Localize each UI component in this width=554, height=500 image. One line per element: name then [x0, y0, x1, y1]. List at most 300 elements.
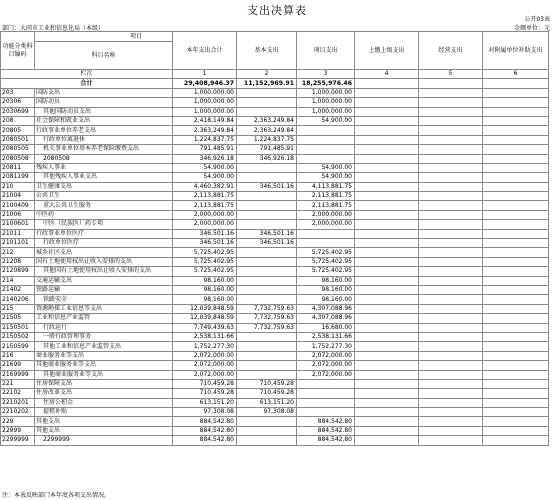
row-subsidy	[483, 135, 549, 144]
col-number: 5	[419, 70, 483, 79]
row-project: 98,160.00	[297, 295, 355, 304]
row-total: 884,542.80	[173, 417, 237, 426]
total-value: 29,408,946.37	[173, 79, 237, 88]
row-code: 2169999	[1, 370, 35, 379]
table-row	[1, 426, 549, 435]
row-project: 2,072,000.00	[297, 361, 355, 370]
row-project: 2,000,000.00	[297, 210, 355, 219]
row-business	[419, 154, 483, 163]
row-subsidy	[483, 342, 549, 351]
row-name: 2299999	[35, 436, 173, 445]
row-business	[419, 417, 483, 426]
row-code: 21699	[1, 361, 35, 370]
row-name: 其他支出	[35, 417, 173, 426]
row-code: 210	[1, 182, 35, 191]
header-col2: 基本支出	[237, 32, 297, 70]
row-upper	[355, 398, 419, 407]
row-total: 98,160.00	[173, 276, 237, 285]
row-code: 2080501	[1, 135, 35, 144]
row-code: 22999	[1, 426, 35, 435]
header-col4: 上缴上级支出	[355, 32, 419, 70]
row-subsidy	[483, 229, 549, 238]
table-row	[1, 98, 549, 107]
row-code: 216	[1, 351, 35, 360]
row-upper	[355, 220, 419, 229]
row-total: 2,000,000.00	[173, 210, 237, 219]
row-upper	[355, 239, 419, 248]
row-project	[297, 126, 355, 135]
row-total: 5,725,402.95	[173, 257, 237, 266]
row-upper	[355, 304, 419, 313]
row-total: 346,926.18	[173, 154, 237, 163]
row-name: 提租补贴	[35, 408, 173, 417]
table-row	[1, 192, 549, 201]
row-total: 1,000,000.00	[173, 98, 237, 107]
row-total: 791,485.91	[173, 145, 237, 154]
row-business	[419, 426, 483, 435]
row-total: 54,900.00	[173, 173, 237, 182]
table-row	[1, 295, 549, 304]
row-name: 其他工业和信息产业监管支出	[35, 342, 173, 351]
row-subsidy	[483, 351, 549, 360]
row-business	[419, 192, 483, 201]
row-business	[419, 408, 483, 417]
footnote: 注：本表反映部门本年度各项支出情况。	[2, 492, 111, 499]
row-project: 1,000,000.00	[297, 107, 355, 116]
row-basic	[237, 417, 297, 426]
row-project: 1,752,277.30	[297, 342, 355, 351]
page-title: 支出决算表	[247, 4, 307, 17]
row-upper	[355, 408, 419, 417]
row-basic: 7,732,759.63	[237, 323, 297, 332]
table-row	[1, 116, 549, 125]
row-project: 16,680.00	[297, 323, 355, 332]
row-basic	[237, 201, 297, 210]
col-number: 2	[237, 70, 297, 79]
row-subsidy	[483, 361, 549, 370]
row-basic	[237, 173, 297, 182]
row-name: 行政运行	[35, 323, 173, 332]
row-subsidy	[483, 239, 549, 248]
row-total: 5,725,402.95	[173, 248, 237, 257]
row-basic	[237, 426, 297, 435]
row-business	[419, 361, 483, 370]
total-label: 合计	[1, 79, 173, 88]
table-row	[1, 229, 549, 238]
header-item: 项目	[35, 32, 173, 42]
row-code: 21402	[1, 285, 35, 294]
row-upper	[355, 276, 419, 285]
row-project: 884,542.80	[297, 417, 355, 426]
table-row	[1, 173, 549, 182]
table-row	[1, 332, 549, 341]
row-name: 住房保障支出	[35, 379, 173, 388]
row-name: 其他商业服务业等支出	[35, 370, 173, 379]
row-basic: 346,926.18	[237, 154, 297, 163]
row-upper	[355, 267, 419, 276]
row-upper	[355, 370, 419, 379]
row-upper	[355, 314, 419, 323]
row-project: 54,900.00	[297, 173, 355, 182]
row-name: 机关事业单位基本养老保险缴费支出	[35, 145, 173, 154]
row-basic	[237, 257, 297, 266]
table-row	[1, 379, 549, 388]
form-number: 公开03表	[524, 16, 550, 23]
total-value	[483, 79, 549, 88]
row-code: 20306	[1, 98, 35, 107]
row-basic: 346,501.16	[237, 182, 297, 191]
row-business	[419, 248, 483, 257]
row-name: 住房公积金	[35, 398, 173, 407]
row-code: 2081199	[1, 173, 35, 182]
row-total: 710,459.28	[173, 379, 237, 388]
row-business	[419, 173, 483, 182]
total-value	[355, 79, 419, 88]
row-code: 212	[1, 248, 35, 257]
table-row	[1, 248, 549, 257]
header-code: 功能分类科目编码	[1, 32, 35, 70]
row-business	[419, 304, 483, 313]
row-subsidy	[483, 314, 549, 323]
row-project: 4,113,881.75	[297, 182, 355, 191]
row-basic: 613,151.20	[237, 398, 297, 407]
row-basic: 710,459.28	[237, 389, 297, 398]
row-project: 4,307,088.96	[297, 314, 355, 323]
row-project: 98,160.00	[297, 285, 355, 294]
row-business	[419, 201, 483, 210]
table-row	[1, 201, 549, 210]
table-row	[1, 323, 549, 332]
row-subsidy	[483, 257, 549, 266]
row-basic	[237, 332, 297, 341]
table-row	[1, 88, 549, 97]
row-subsidy	[483, 192, 549, 201]
row-total: 98,160.00	[173, 295, 237, 304]
row-subsidy	[483, 220, 549, 229]
row-code: 21006	[1, 210, 35, 219]
col-number: 3	[297, 70, 355, 79]
row-upper	[355, 248, 419, 257]
row-total: 2,113,881.75	[173, 201, 237, 210]
row-total: 2,418,149.84	[173, 116, 237, 125]
row-upper	[355, 201, 419, 210]
row-upper	[355, 98, 419, 107]
total-value: 11,152,969.91	[237, 79, 297, 88]
row-basic	[237, 98, 297, 107]
row-upper	[355, 163, 419, 172]
row-basic: 346,501.16	[237, 239, 297, 248]
table-row	[1, 154, 549, 163]
row-project: 2,113,881.75	[297, 201, 355, 210]
row-total: 97,308.08	[173, 408, 237, 417]
row-code: 221	[1, 379, 35, 388]
row-upper	[355, 379, 419, 388]
row-subsidy	[483, 248, 549, 257]
row-subsidy	[483, 379, 549, 388]
row-code: 2299999	[1, 436, 35, 445]
row-upper	[355, 192, 419, 201]
row-total: 710,459.28	[173, 389, 237, 398]
row-subsidy	[483, 88, 549, 97]
row-upper	[355, 116, 419, 125]
row-business	[419, 239, 483, 248]
row-basic: 2,363,249.84	[237, 116, 297, 125]
row-basic	[237, 88, 297, 97]
row-code: 203	[1, 88, 35, 97]
row-basic: 7,732,759.63	[237, 304, 297, 313]
row-name: 国防动员	[35, 98, 173, 107]
row-basic: 97,308.08	[237, 408, 297, 417]
row-upper	[355, 351, 419, 360]
table-row	[1, 389, 549, 398]
table-row	[1, 220, 549, 229]
row-upper	[355, 210, 419, 219]
row-code: 21004	[1, 192, 35, 201]
row-code: 22102	[1, 389, 35, 398]
row-business	[419, 285, 483, 294]
row-name: 其他国有土地使用权出让收入安排的支出	[35, 267, 173, 276]
row-business	[419, 398, 483, 407]
row-code: 2080508	[1, 154, 35, 163]
row-subsidy	[483, 173, 549, 182]
row-name: 行政单位离退休	[35, 135, 173, 144]
row-business	[419, 389, 483, 398]
row-subsidy	[483, 276, 549, 285]
row-project: 1,000,000.00	[297, 98, 355, 107]
row-subsidy	[483, 408, 549, 417]
row-subsidy	[483, 267, 549, 276]
row-name: 公共卫生	[35, 192, 173, 201]
row-project: 98,160.00	[297, 276, 355, 285]
row-total: 2,072,000.00	[173, 370, 237, 379]
row-business	[419, 163, 483, 172]
row-total: 54,900.00	[173, 163, 237, 172]
row-code: 229	[1, 417, 35, 426]
row-upper	[355, 332, 419, 341]
row-upper	[355, 173, 419, 182]
row-business	[419, 276, 483, 285]
row-basic: 710,459.28	[237, 379, 297, 388]
row-code: 2210202	[1, 408, 35, 417]
row-code: 2101101	[1, 239, 35, 248]
row-subsidy	[483, 370, 549, 379]
row-subsidy	[483, 154, 549, 163]
header-col6: 对附属单位补助支出	[483, 32, 549, 70]
row-code: 2150502	[1, 332, 35, 341]
row-basic	[237, 342, 297, 351]
row-basic: 1,224,837.75	[237, 135, 297, 144]
table-row	[1, 239, 549, 248]
row-total: 2,072,000.00	[173, 351, 237, 360]
row-basic: 791,485.91	[237, 145, 297, 154]
row-name: 行政单位医疗	[35, 239, 173, 248]
row-total: 884,542.80	[173, 436, 237, 445]
row-project: 4,307,088.96	[297, 304, 355, 313]
row-basic	[237, 107, 297, 116]
table-row	[1, 107, 549, 116]
row-basic	[237, 295, 297, 304]
row-code: 2100601	[1, 220, 35, 229]
table-row	[1, 314, 549, 323]
row-business	[419, 314, 483, 323]
row-project: 2,000,000.00	[297, 220, 355, 229]
row-basic: 7,732,759.63	[237, 314, 297, 323]
row-subsidy	[483, 201, 549, 210]
row-business	[419, 436, 483, 445]
table-row	[1, 267, 549, 276]
row-name: 行政事业单位医疗	[35, 229, 173, 238]
row-business	[419, 351, 483, 360]
row-subsidy	[483, 436, 549, 445]
row-subsidy	[483, 116, 549, 125]
row-total: 1,000,000.00	[173, 88, 237, 97]
row-name: 商业服务业等支出	[35, 351, 173, 360]
row-total: 1,224,837.75	[173, 135, 237, 144]
row-subsidy	[483, 304, 549, 313]
row-business	[419, 135, 483, 144]
row-project: 5,725,402.95	[297, 267, 355, 276]
row-total: 613,151.20	[173, 398, 237, 407]
row-basic	[237, 267, 297, 276]
table-row	[1, 257, 549, 266]
row-project	[297, 379, 355, 388]
row-name: 交通运输支出	[35, 276, 173, 285]
table-row	[1, 361, 549, 370]
row-total: 2,538,131.66	[173, 332, 237, 341]
row-subsidy	[483, 417, 549, 426]
col-no-label: 栏次	[1, 70, 173, 79]
row-subsidy	[483, 210, 549, 219]
row-name: 国有土地使用权出让收入安排的支出	[35, 257, 173, 266]
row-business	[419, 379, 483, 388]
table-row	[1, 351, 549, 360]
table-row	[1, 436, 549, 445]
total-value: 18,255,976.46	[297, 79, 355, 88]
table-row	[1, 276, 549, 285]
row-name: 其他支出	[35, 426, 173, 435]
row-total: 2,113,881.75	[173, 192, 237, 201]
row-basic	[237, 163, 297, 172]
row-name: 重大公共卫生服务	[35, 201, 173, 210]
row-upper	[355, 436, 419, 445]
row-upper	[355, 182, 419, 191]
row-total: 1,000,000.00	[173, 107, 237, 116]
row-project: 54,900.00	[297, 163, 355, 172]
row-subsidy	[483, 389, 549, 398]
row-subsidy	[483, 145, 549, 154]
row-business	[419, 323, 483, 332]
row-name: 铁路运输	[35, 285, 173, 294]
row-code: 20811	[1, 163, 35, 172]
row-business	[419, 295, 483, 304]
row-project	[297, 135, 355, 144]
row-upper	[355, 126, 419, 135]
row-code: 21208	[1, 257, 35, 266]
row-name: 中医（民族医）药专项	[35, 220, 173, 229]
row-subsidy	[483, 126, 549, 135]
row-basic	[237, 361, 297, 370]
header-col1: 本年支出合计	[173, 32, 237, 70]
row-total: 884,542.80	[173, 426, 237, 435]
amount-unit-label: 金额单位：元	[513, 25, 550, 32]
row-basic	[237, 248, 297, 257]
row-upper	[355, 154, 419, 163]
row-project: 1,000,000.00	[297, 88, 355, 97]
row-name: 一般行政管理事务	[35, 332, 173, 341]
row-code: 215	[1, 304, 35, 313]
row-project	[297, 145, 355, 154]
row-name: 中医药	[35, 210, 173, 219]
row-business	[419, 98, 483, 107]
header-name: 科目名称	[35, 42, 173, 70]
row-code: 2150501	[1, 323, 35, 332]
row-upper	[355, 361, 419, 370]
row-upper	[355, 323, 419, 332]
row-business	[419, 116, 483, 125]
table-row	[1, 342, 549, 351]
row-subsidy	[483, 107, 549, 116]
row-subsidy	[483, 285, 549, 294]
row-business	[419, 370, 483, 379]
row-upper	[355, 285, 419, 294]
row-upper	[355, 107, 419, 116]
row-name: 行政事业单位养老支出	[35, 126, 173, 135]
table-row	[1, 370, 549, 379]
row-basic	[237, 285, 297, 294]
table-row	[1, 408, 549, 417]
row-name: 国防支出	[35, 88, 173, 97]
row-total: 346,501.16	[173, 229, 237, 238]
row-project	[297, 398, 355, 407]
row-name: 资源勘探工业信息等支出	[35, 304, 173, 313]
table-row	[1, 398, 549, 407]
row-project: 2,538,131.66	[297, 332, 355, 341]
row-code: 2080505	[1, 145, 35, 154]
row-name: 城乡社区支出	[35, 248, 173, 257]
row-business	[419, 342, 483, 351]
row-upper	[355, 389, 419, 398]
table-row	[1, 145, 549, 154]
row-basic: 346,501.16	[237, 229, 297, 238]
table-row	[1, 304, 549, 313]
row-business	[419, 182, 483, 191]
row-upper	[355, 145, 419, 154]
row-project	[297, 154, 355, 163]
row-project: 54,900.00	[297, 116, 355, 125]
row-project: 5,725,402.95	[297, 257, 355, 266]
row-business	[419, 210, 483, 219]
department-label: 部门：大同市工业和信息化局（本级）	[2, 25, 105, 32]
row-code: 2150599	[1, 342, 35, 351]
row-name: 其他国防动员支出	[35, 107, 173, 116]
row-project	[297, 408, 355, 417]
row-code: 208	[1, 116, 35, 125]
total-value	[419, 79, 483, 88]
table-row	[1, 182, 549, 191]
row-business	[419, 257, 483, 266]
row-basic	[237, 276, 297, 285]
row-business	[419, 267, 483, 276]
row-basic	[237, 370, 297, 379]
row-project: 2,113,881.75	[297, 192, 355, 201]
row-project: 5,725,402.95	[297, 248, 355, 257]
row-basic	[237, 192, 297, 201]
row-code: 2140206	[1, 295, 35, 304]
row-project	[297, 239, 355, 248]
row-subsidy	[483, 426, 549, 435]
row-basic	[237, 351, 297, 360]
row-upper	[355, 417, 419, 426]
